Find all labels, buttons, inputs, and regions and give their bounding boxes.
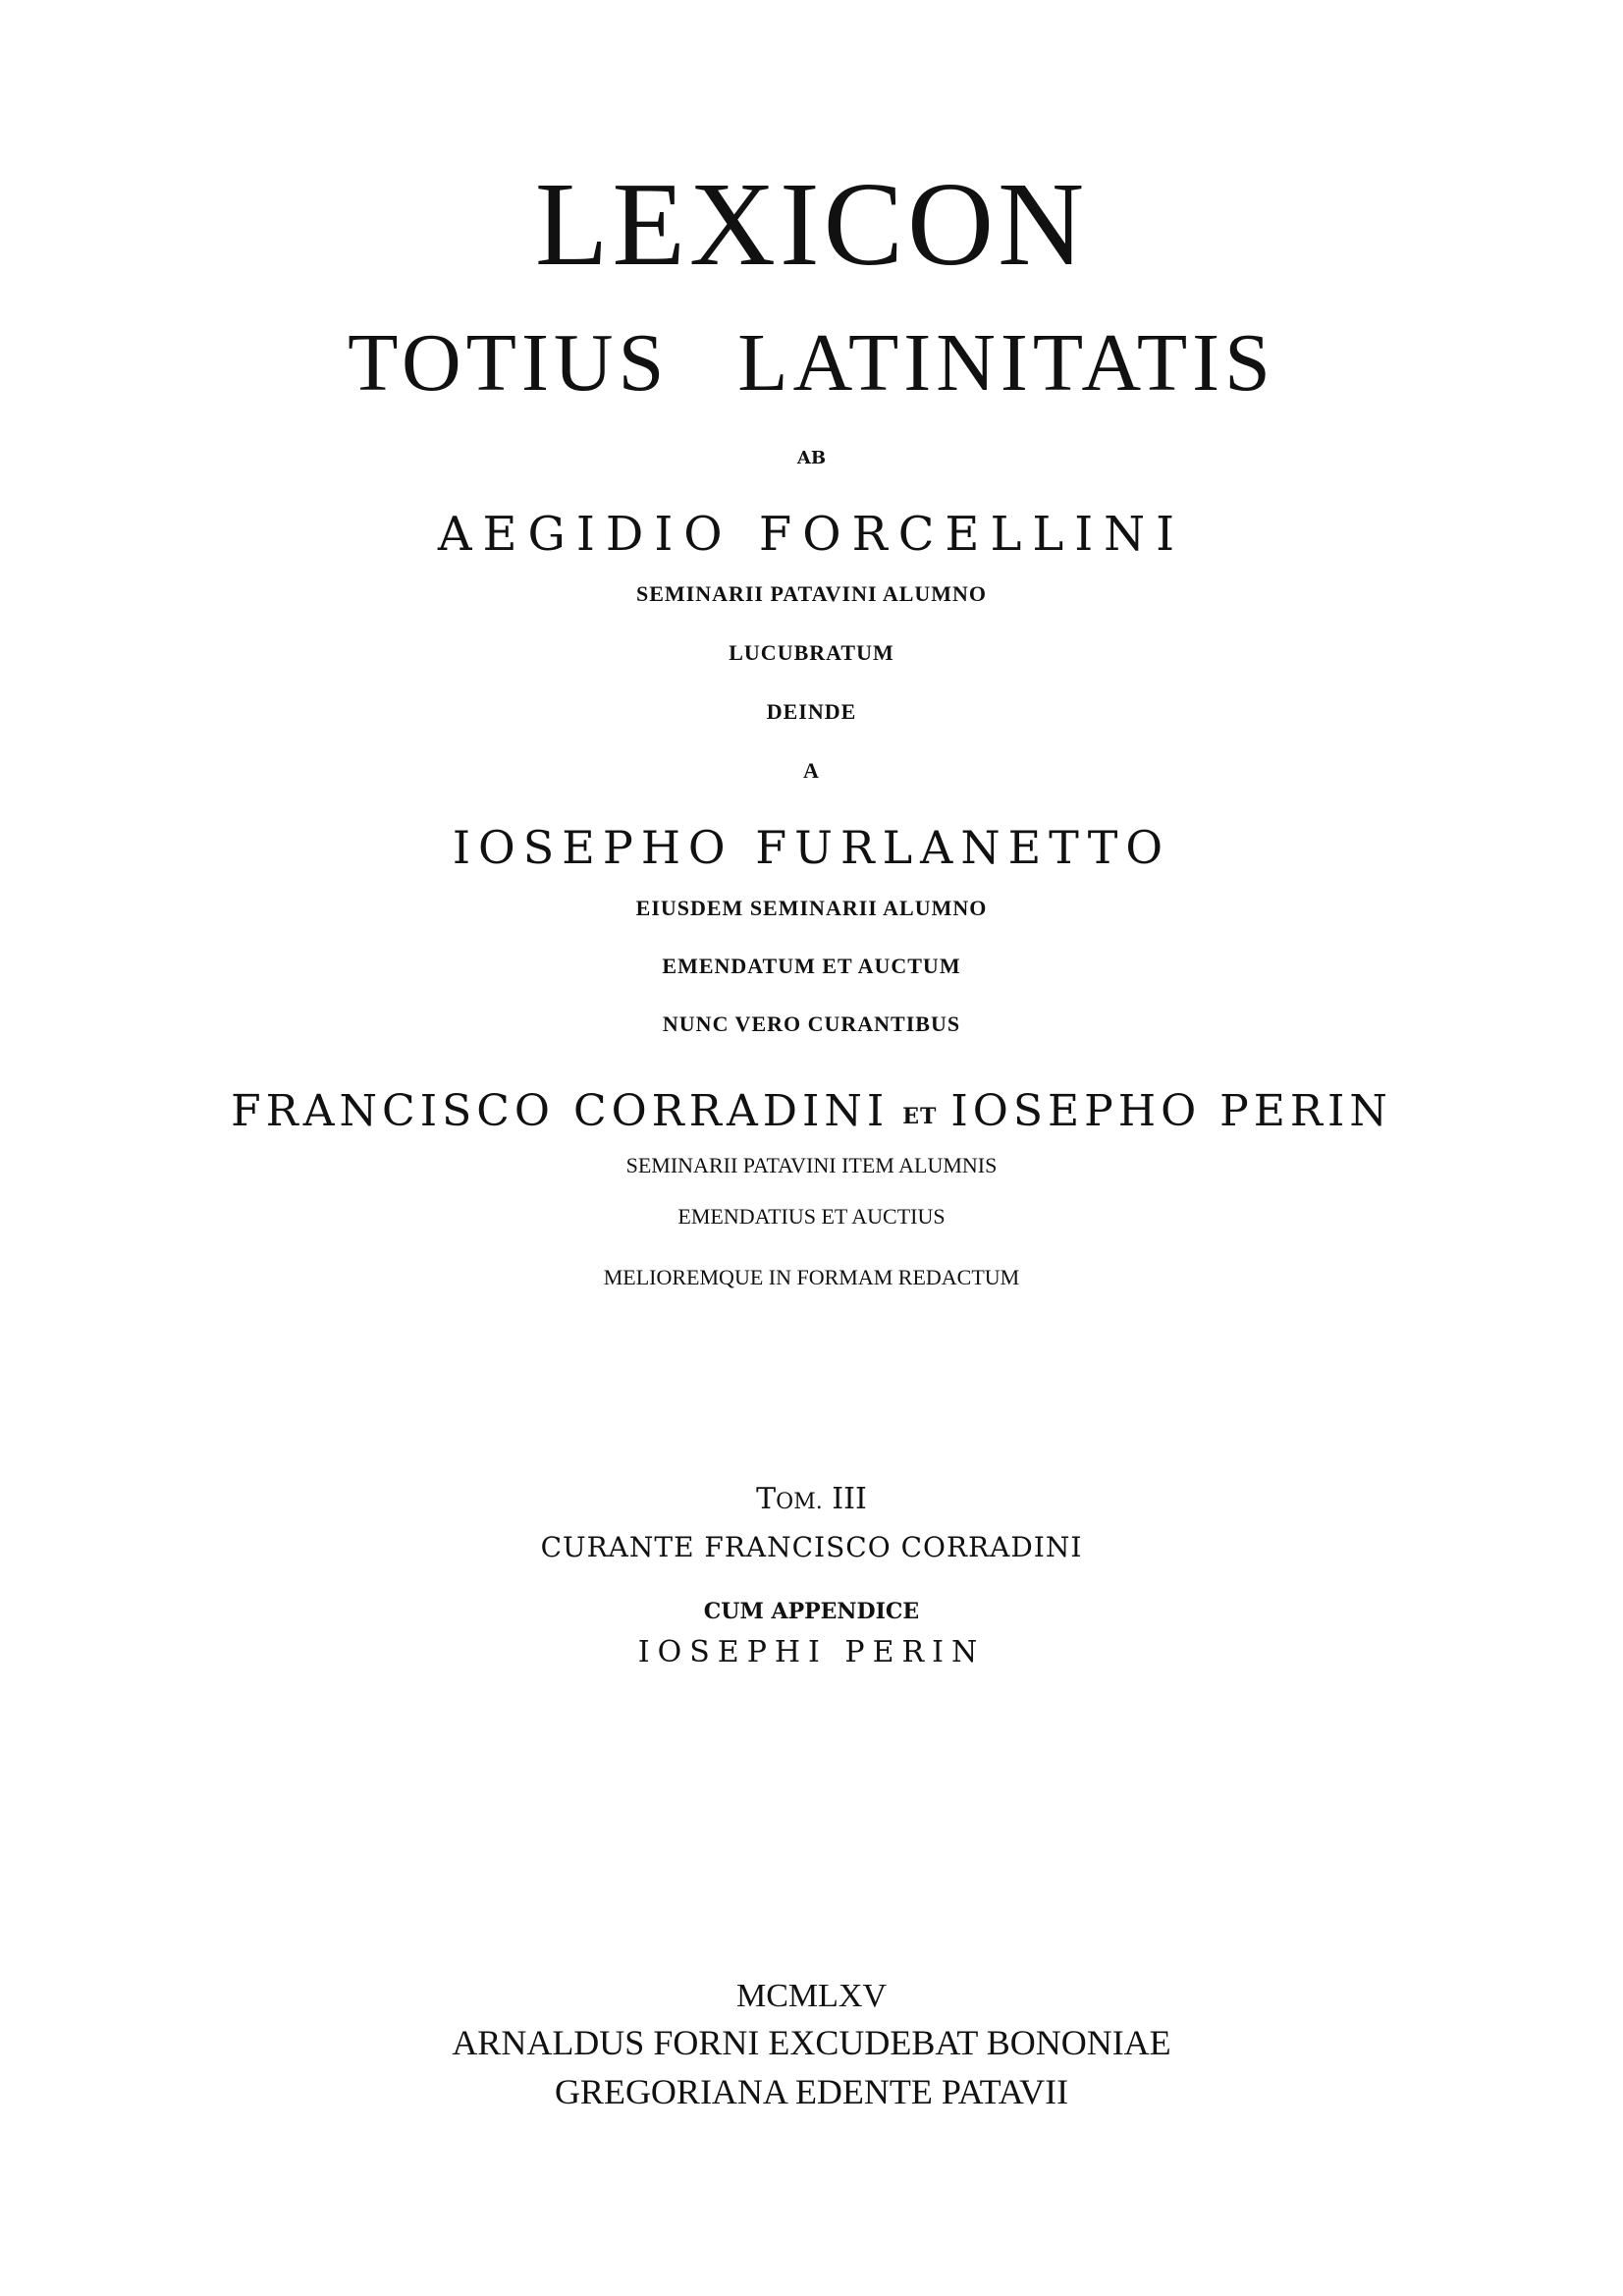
- publication-year: MCMLXV: [735, 1978, 888, 2014]
- main-title: LEXICON: [534, 158, 1089, 291]
- author-forcellini: AEGIDIO FORCELLINI: [437, 507, 1186, 562]
- furlanetto-line-1: EIUSDEM SEMINARII ALUMNO: [635, 896, 988, 920]
- subtitle-word-1: TOTIUS: [348, 317, 670, 409]
- forcellini-line-1: SEMINARII PATAVINI ALUMNO: [635, 581, 988, 606]
- et-word: ET: [902, 1104, 938, 1129]
- corradini-perin-line-2: EMENDATIUS ET AUCTIUS: [677, 1204, 946, 1229]
- volume-number: [0, 1482, 1623, 1516]
- author-corradini: FRANCISCO CORRADINI: [231, 1086, 890, 1136]
- forcellini-line-4: A: [803, 758, 820, 783]
- subtitle: [0, 317, 1623, 409]
- furlanetto-line-3: NUNC VERO CURANTIBUS: [662, 1011, 961, 1036]
- author-furlanetto: IOSEPHO FURLANETTO: [452, 821, 1171, 874]
- authors-corradini-perin: [0, 1086, 1623, 1136]
- forcellini-line-2: LUCUBRATUM: [729, 640, 894, 665]
- furlanetto-line-2: EMENDATUM ET AUCTUM: [662, 954, 961, 978]
- volume-prefix-initial: T: [756, 1482, 777, 1516]
- publisher-line: GREGORIANA EDENTE PATAVII: [554, 2072, 1069, 2111]
- volume-editor: CURANTE FRANCISCO CORRADINI: [540, 1531, 1083, 1563]
- volume-roman-numeral: III: [832, 1482, 867, 1516]
- volume-prefix-rest: OM.: [776, 1490, 823, 1514]
- corradini-perin-line-1: SEMINARII PATAVINI ITEM ALUMNIS: [625, 1153, 998, 1177]
- appendix-author: IOSEPHI PERIN: [637, 1635, 986, 1669]
- forcellini-line-3: DEINDE: [766, 699, 857, 724]
- ab-word: AB: [796, 448, 827, 468]
- corradini-perin-line-3: MELIOREMQUE IN FORMAM REDACTUM: [603, 1265, 1020, 1289]
- subtitle-word-2: LATINITATIS: [737, 317, 1275, 409]
- author-perin: IOSEPHO PERIN: [950, 1086, 1392, 1136]
- printer-line: ARNALDUS FORNI EXCUDEBAT BONONIAE: [452, 2023, 1171, 2062]
- appendix-label: CUM APPENDICE: [703, 1599, 920, 1624]
